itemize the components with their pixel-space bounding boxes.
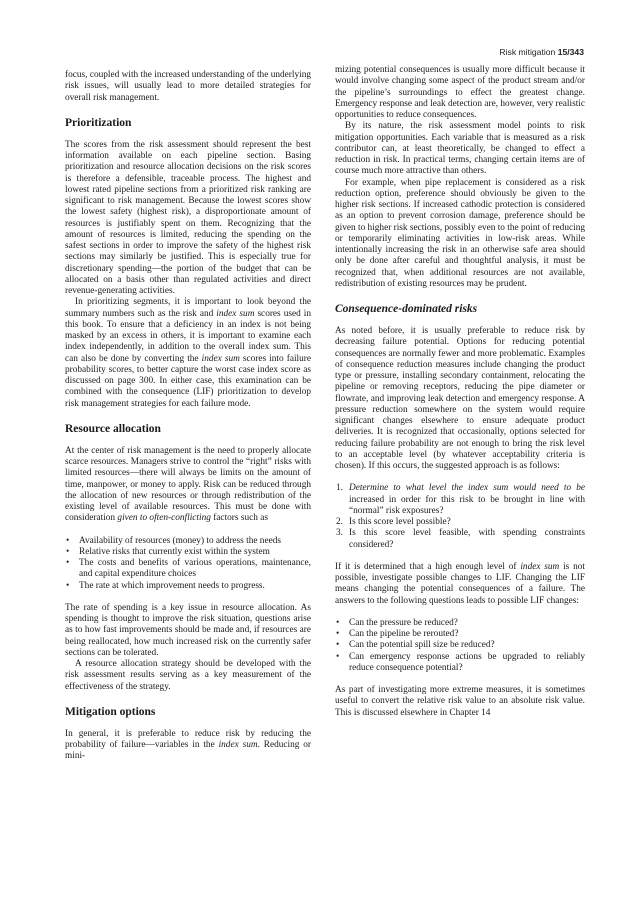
numbered-list (335, 483, 585, 551)
list-item: • Can the potential spill size be reduced? (335, 640, 585, 651)
italic-text: index sum (201, 353, 240, 364)
left-column (65, 70, 311, 763)
paragraph (65, 446, 311, 525)
bullet-list (65, 536, 311, 592)
paragraph (65, 729, 311, 763)
list-item: • The costs and benefits of various operations, maintenance, and capital expenditure choices (65, 558, 311, 581)
paragraph (335, 178, 585, 291)
text-run: is not possible, investigate possible changes to LIF. Changing the LIF means changing the potential consequences of a failure. The answers to the following questions leads to possible LIF changes: (335, 561, 585, 606)
paragraph (65, 659, 311, 693)
list-item (335, 528, 585, 551)
running-header (499, 47, 584, 57)
paragraph (335, 562, 585, 607)
page-number: 15/343 (557, 47, 584, 57)
list-item (335, 483, 585, 517)
paragraph (335, 121, 585, 177)
right-column (335, 65, 585, 719)
text-run: The scores from the risk assessment should represent the best information available on each pipeline section. Basing prioritization and resource allocation decisions on the risk scores is therefore a defensible, traceable process. The highest and lowest rated pipeline sections from a prioritized risk ranking are significant to risk management. Because the lowest scores show the lowest safety (highest risk), a disproportionate amount of resources is justifiably spent on them. Recognizing that the amount of resources is limited, reducing the spending on the safest sections in order to improve the safety of the highest risk sections may similarly be justified. This is especially true for discretionary spending—the portion of the budget that can be allocated on a basis other than regulated activities and direct revenue-generating activities. (65, 139, 311, 296)
text-run: increased in order for this risk to be brought in line with “normal” risk exposures? (349, 494, 585, 516)
text-run: As part of investigating more extreme measures, it is sometimes useful to convert the relative risk value to an absolute risk value. This is discussed elsewhere in Chapter 14 (335, 685, 585, 718)
text-run: As noted before, it is usually preferable to reduce risk by decreasing failure potential. Options for reducing potential consequences are normally fewer and more problematic. Examples of consequence reduction measures include changing the product type or pressure, installing secondary containment, relocating the pipeline or removing receptors, reducing the pipe diameter or flowrate, and improving leak detection and emergency response. A pressure reduction somewhere on the system would require significant changes elsewhere to ensure adequate product deliveries. It is recognized that occasionally, options selected for reducing failure probability are not enough to bring the risk level to an acceptable level (by whatever acceptability criteria is chosen). If this occurs, the suggested approach is as follows: (335, 326, 585, 471)
text-run: mizing potential consequences is usually more difficult because it would involve changing some aspect of the product stream and/or the pipeline’s surroundings to effect the greatest change. Emergency response and leak detection are, however, very realistic opportunities to reduce consequences. (335, 65, 585, 120)
text-run: scores into failure probability scores, to better capture the worst case index score as discussed on page 300. In either case, this examination can be combined with the consequence (LIF) prioritization to develop risk management strategies for each failure mode. (65, 353, 311, 409)
list-item: • The rate at which improvement needs to progress. (65, 581, 311, 592)
italic-text: given to often-conflicting (117, 513, 211, 524)
list-number: 2. (336, 517, 343, 527)
text-run: In general, it is preferable to reduce risk by reducing the probability of failure—variables in the (65, 728, 311, 750)
paragraph (335, 685, 585, 719)
list-item (335, 517, 585, 528)
chapter-title: Risk mitigation (499, 47, 556, 57)
text-run: focus, coupled with the increased understanding of the underlying risk issues, will usually lead to more detailed strategies for overall risk management. (65, 70, 311, 103)
list-item: • Relative risks that currently exist within the system (65, 547, 311, 558)
section-heading: Consequence-dominated risks (335, 303, 478, 315)
text-run: Is this score level feasible, with spending constraints considered? (349, 528, 585, 550)
text-run: scores used in this book. To ensure that a deficiency in an index is not being masked by an excess in others, it is important to examine each index independently, in addition to the overall index sum. This can also be done by converting the (65, 308, 311, 364)
text-run: factors such as (210, 513, 268, 524)
list-number: 3. (336, 528, 343, 539)
text-run: If it is determined that a high enough level of (335, 561, 521, 572)
text-run: Is this score level possible? (349, 517, 451, 527)
section-heading: Mitigation options (65, 705, 156, 718)
list-number: 1. (336, 483, 343, 494)
text-run: At the center of risk management is the need to properly allocate scarce resources. Managers strive to control the “right” risks with limited resources—there will always be limits on the amount of time, manpower, or money to apply. Risk can be reduced through the allocation of new resources or through redistribution of the existing level of available resources. This must be done with consideration (65, 445, 311, 524)
italic-text: index sum (218, 740, 258, 750)
paragraph (335, 65, 585, 121)
list-item: • Availability of resources (money) to address the needs (65, 536, 311, 547)
italic-text: index sum (216, 308, 255, 319)
list-item: • Can the pipeline be rerouted? (335, 629, 585, 640)
paragraph (65, 70, 311, 104)
text-run: . Reducing or mini- (65, 740, 311, 762)
list-item: • Can the pressure be reduced? (335, 618, 585, 629)
text-run: For example, when pipe replacement is considered as a risk reduction option, preference should obviously be given to the higher risk sections. If increased cathodic protection is considered as an option to prevent corrosion damage, preference should be given to higher risk sections, possibly even to the point of reducing or temporarily eliminating activities in low-risk areas. While intentionally increasing the risk in an otherwise safe area should only be done after careful and thoughtful analysis, it must be recognized that, when additional resources are not available, redistribution of existing resources may be prudent. (335, 177, 585, 289)
text-run: In prioritizing segments, it is important to look beyond the summary numbers such as the risk and (65, 297, 311, 319)
paragraph (65, 603, 311, 659)
paragraph (335, 326, 585, 472)
section-heading: Resource allocation (65, 422, 161, 435)
paragraph (65, 297, 311, 410)
section-heading: Prioritization (65, 116, 132, 129)
list-item: • Can emergency response actions be upgraded to reliably reduce consequence potential? (335, 652, 585, 675)
bullet-list (335, 618, 585, 674)
italic-text: index sum (520, 561, 560, 572)
text-run: A resource allocation strategy should be developed with the risk assessment results serving as a key measurement of the effectiveness of the strategy. (65, 659, 311, 692)
paragraph (65, 140, 311, 298)
italic-text: Determine to what level the index sum would need to be (349, 483, 585, 494)
text-run: The rate of spending is a key issue in resource allocation. As spending is thought to improve the risk situation, questions arise as to how fast improvements should be made and, if resources are being reallocated, how much increased risk on the currently safer sections can be tolerated. (65, 602, 311, 658)
text-run: By its nature, the risk assessment model points to risk mitigation opportunities. Each variable that is measured as a risk contributor can, at least theoretically, be changed to effect a reduction in risk. In practical terms, changing certain items are of course much more attractive than others. (335, 121, 585, 177)
